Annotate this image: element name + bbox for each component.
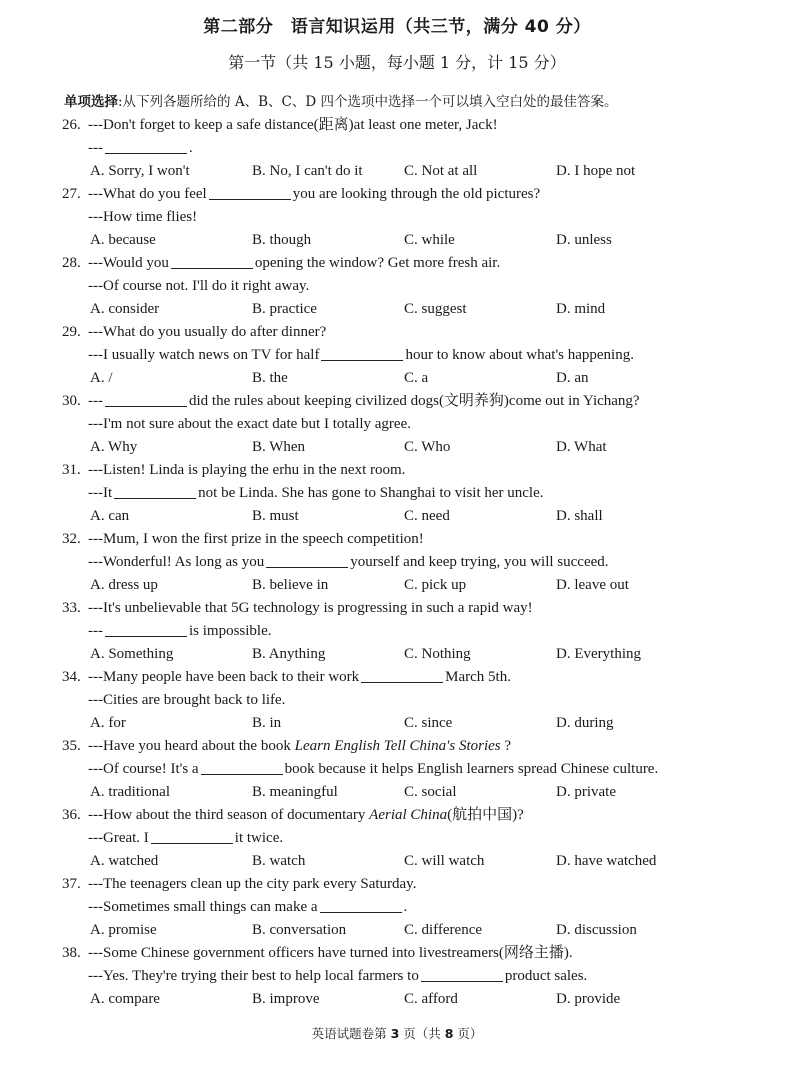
option-d: D. unless (556, 232, 612, 248)
option-row (62, 643, 782, 666)
option-d: D. an (556, 370, 589, 386)
reply-text-after-blank: . (189, 140, 193, 156)
option-b: B. practice (252, 301, 317, 317)
reply-text-after-blank: hour to know about what's happening. (405, 347, 634, 363)
question-reply-line (62, 413, 782, 436)
option-b: B. watch (252, 853, 306, 869)
question-number: 35. (62, 738, 81, 754)
answer-blank (320, 898, 402, 913)
footer-total-pages: 8 (444, 1026, 454, 1041)
question-reply-line (62, 965, 782, 988)
answer-blank (321, 346, 403, 361)
answer-blank (361, 668, 443, 683)
option-b: B. Anything (252, 646, 326, 662)
option-c: C. pick up (404, 577, 467, 593)
option-row (62, 505, 782, 528)
instructions (64, 90, 784, 110)
answer-blank (105, 139, 187, 154)
option-row (62, 712, 782, 735)
option-c: C. Who (404, 439, 451, 455)
prompt-text: ---What do you usually do after dinner? (88, 324, 327, 340)
answer-blank (209, 185, 291, 200)
question-prompt-line (62, 666, 782, 689)
option-c: C. since (404, 715, 453, 731)
question-prompt-line (62, 321, 782, 344)
footer-middle: 页（共 (399, 1026, 445, 1041)
prompt-text-after-title: ? (500, 738, 512, 754)
option-c: C. will watch (404, 853, 485, 869)
question-number: 31. (62, 462, 81, 478)
prompt-text: ---What do you feel (88, 186, 207, 202)
option-a: A. Something (90, 646, 174, 662)
option-a: A. Why (90, 439, 138, 455)
prompt-text: ---It's unbelievable that 5G technology is progressing in such a rapid way! (88, 600, 533, 616)
option-c: C. Nothing (404, 646, 471, 662)
instruction-text: :从下列各题所给的 A、B、C、D 四个选项中选择一个可以填入空白处的最佳答案。 (118, 94, 618, 110)
question-reply-line (62, 896, 782, 919)
option-row (62, 160, 782, 183)
option-d: D. mind (556, 301, 606, 317)
option-a: A. traditional (90, 784, 170, 800)
prompt-text: --- (88, 393, 103, 409)
question-prompt-line (62, 942, 782, 965)
prompt-text-after-blank: did the rules about keeping civilized dogs(文明养狗)come out in Yichang? (189, 393, 640, 409)
question-item (62, 528, 782, 597)
option-row (62, 919, 782, 942)
option-a: A. promise (90, 922, 157, 938)
reply-text: ---Yes. They're trying their best to help local farmers to (88, 968, 419, 984)
prompt-text: ---Many people have been back to their work (88, 669, 360, 685)
reply-text: --- (88, 623, 103, 639)
question-item (62, 666, 782, 735)
question-number: 33. (62, 600, 81, 616)
question-item (62, 597, 782, 666)
question-item (62, 735, 782, 804)
option-c: C. afford (404, 991, 458, 1007)
prompt-text: ---How about the third season of documentary (88, 807, 370, 823)
question-number: 26. (62, 117, 81, 133)
reply-text: ---Wonderful! As long as you (88, 554, 265, 570)
prompt-text-after-blank: March 5th. (445, 669, 511, 685)
reply-text-after-blank: is impossible. (189, 623, 272, 639)
title-italic: Aerial China (369, 807, 448, 823)
question-item (62, 390, 782, 459)
question-reply-line (62, 758, 782, 781)
prompt-text-after-blank: opening the window? Get more fresh air. (254, 255, 501, 271)
option-row (62, 988, 782, 1011)
question-number: 28. (62, 255, 81, 271)
option-d: D. What (556, 439, 607, 455)
question-number: 29. (62, 324, 81, 340)
answer-blank (114, 484, 196, 499)
option-d: D. leave out (556, 577, 629, 593)
option-b: B. the (252, 370, 288, 386)
option-a: A. Sorry, I won't (90, 163, 190, 179)
section-title: 第一节（共 15 小题，每小题 1 分，计 15 分） (228, 53, 566, 72)
reply-text: ---It (88, 485, 113, 501)
reply-text-after-blank: product sales. (504, 968, 588, 984)
option-b: B. must (252, 508, 299, 524)
option-d: D. shall (556, 508, 603, 524)
prompt-text: ---Some Chinese government officers have turned into livestreamers(网络主播). (88, 945, 573, 961)
option-row (62, 850, 782, 873)
prompt-text: ---The teenagers clean up the city park every Saturday. (88, 876, 417, 892)
answer-blank (171, 254, 253, 269)
answer-blank (151, 829, 233, 844)
reply-text: ---Of course! It's a (88, 761, 199, 777)
option-c: C. need (404, 508, 450, 524)
question-item (62, 873, 782, 942)
question-reply-line (62, 137, 782, 160)
option-row (62, 781, 782, 804)
option-c: C. a (404, 370, 429, 386)
question-prompt-line (62, 114, 782, 137)
reply-text-after-blank: book because it helps English learners spread Chinese culture. (284, 761, 659, 777)
reply-text: --- (88, 140, 103, 156)
reply-text: ---Of course not. I'll do it right away. (88, 278, 310, 294)
option-a: A. compare (90, 991, 160, 1007)
option-d: D. I hope not (556, 163, 636, 179)
reply-text-after-blank: yourself and keep trying, you will succeed. (350, 554, 609, 570)
prompt-text: ---Mum, I won the first prize in the speech competition! (88, 531, 424, 547)
reply-text: ---Sometimes small things can make a (88, 899, 318, 915)
option-b: B. improve (252, 991, 320, 1007)
option-c: C. difference (404, 922, 483, 938)
question-reply-line (62, 620, 782, 643)
prompt-text: ---Have you heard about the book (88, 738, 295, 754)
question-reply-line (62, 551, 782, 574)
question-prompt-line (62, 528, 782, 551)
question-list (62, 114, 782, 1011)
reply-text-after-blank: it twice. (234, 830, 284, 846)
instruction-label: 单项选择 (64, 94, 118, 110)
answer-blank (105, 392, 187, 407)
option-a: A. can (90, 508, 130, 524)
footer-page-number: 3 (390, 1026, 400, 1041)
reply-text: ---Cities are brought back to life. (88, 692, 286, 708)
option-row (62, 298, 782, 321)
question-number: 36. (62, 807, 81, 823)
option-a: A. dress up (90, 577, 158, 593)
answer-blank (105, 622, 187, 637)
option-row (62, 436, 782, 459)
option-b: B. though (252, 232, 312, 248)
question-item (62, 114, 782, 183)
option-c: C. Not at all (404, 163, 478, 179)
question-reply-line (62, 482, 782, 505)
reply-text: ---I usually watch news on TV for half (88, 347, 320, 363)
question-prompt-line (62, 459, 782, 482)
option-d: D. private (556, 784, 616, 800)
option-b: B. believe in (252, 577, 329, 593)
option-d: D. have watched (556, 853, 657, 869)
question-prompt-line (62, 804, 782, 827)
question-prompt-line (62, 597, 782, 620)
question-item (62, 942, 782, 1011)
prompt-text: ---Listen! Linda is playing the erhu in the next room. (88, 462, 406, 478)
question-prompt-line (62, 252, 782, 275)
option-b: B. conversation (252, 922, 347, 938)
option-row (62, 574, 782, 597)
prompt-text-after-blank: you are looking through the old pictures? (292, 186, 541, 202)
option-a: A. watched (90, 853, 159, 869)
footer-prefix: 英语试题卷第 (311, 1026, 391, 1041)
question-reply-line (62, 689, 782, 712)
option-d: D. during (556, 715, 614, 731)
question-number: 30. (62, 393, 81, 409)
option-b: B. When (252, 439, 306, 455)
reply-text-after-blank: . (403, 899, 408, 915)
question-number: 27. (62, 186, 81, 202)
question-number: 38. (62, 945, 81, 961)
question-item (62, 804, 782, 873)
answer-blank (421, 967, 503, 982)
reply-text-after-blank: not be Linda. She has gone to Shanghai to visit her uncle. (198, 485, 544, 501)
question-item (62, 459, 782, 528)
question-item (62, 321, 782, 390)
prompt-text: ---Would you (88, 255, 169, 271)
question-prompt-line (62, 873, 782, 896)
option-row (62, 367, 782, 390)
reply-text: ---I'm not sure about the exact date but I totally agree. (88, 416, 411, 432)
question-prompt-line (62, 390, 782, 413)
question-reply-line (62, 206, 782, 229)
title-italic: Learn English Tell China's Stories (294, 738, 501, 754)
question-item (62, 252, 782, 321)
question-number: 32. (62, 531, 81, 547)
option-a: A. / (90, 370, 113, 386)
question-number: 37. (62, 876, 81, 892)
question-prompt-line (62, 183, 782, 206)
option-d: D. provide (556, 991, 621, 1007)
reply-text: ---How time flies! (88, 209, 198, 225)
question-item (62, 183, 782, 252)
question-reply-line (62, 827, 782, 850)
question-reply-line (62, 344, 782, 367)
question-prompt-line (62, 735, 782, 758)
prompt-text: ---Don't forget to keep a safe distance(距离)at least one meter, Jack! (88, 117, 498, 133)
option-c: C. social (404, 784, 457, 800)
option-row (62, 229, 782, 252)
answer-blank (266, 553, 348, 568)
reply-text: ---Great. I (88, 830, 149, 846)
option-d: D. Everything (556, 646, 641, 662)
answer-blank (201, 760, 283, 775)
option-b: B. No, I can't do it (252, 163, 363, 179)
option-c: C. while (404, 232, 455, 248)
prompt-text-after-title: (航拍中国)? (447, 807, 524, 823)
page-footer (0, 1024, 794, 1042)
option-b: B. in (252, 715, 282, 731)
question-reply-line (62, 275, 782, 298)
option-a: A. for (90, 715, 126, 731)
option-a: A. consider (90, 301, 160, 317)
option-d: D. discussion (556, 922, 637, 938)
question-number: 34. (62, 669, 81, 685)
footer-suffix: 页） (453, 1026, 483, 1041)
option-a: A. because (90, 232, 156, 248)
part-title: 第二部分 语言知识运用（共三节，满分 40 分） (203, 17, 591, 37)
option-c: C. suggest (404, 301, 467, 317)
option-b: B. meaningful (252, 784, 338, 800)
